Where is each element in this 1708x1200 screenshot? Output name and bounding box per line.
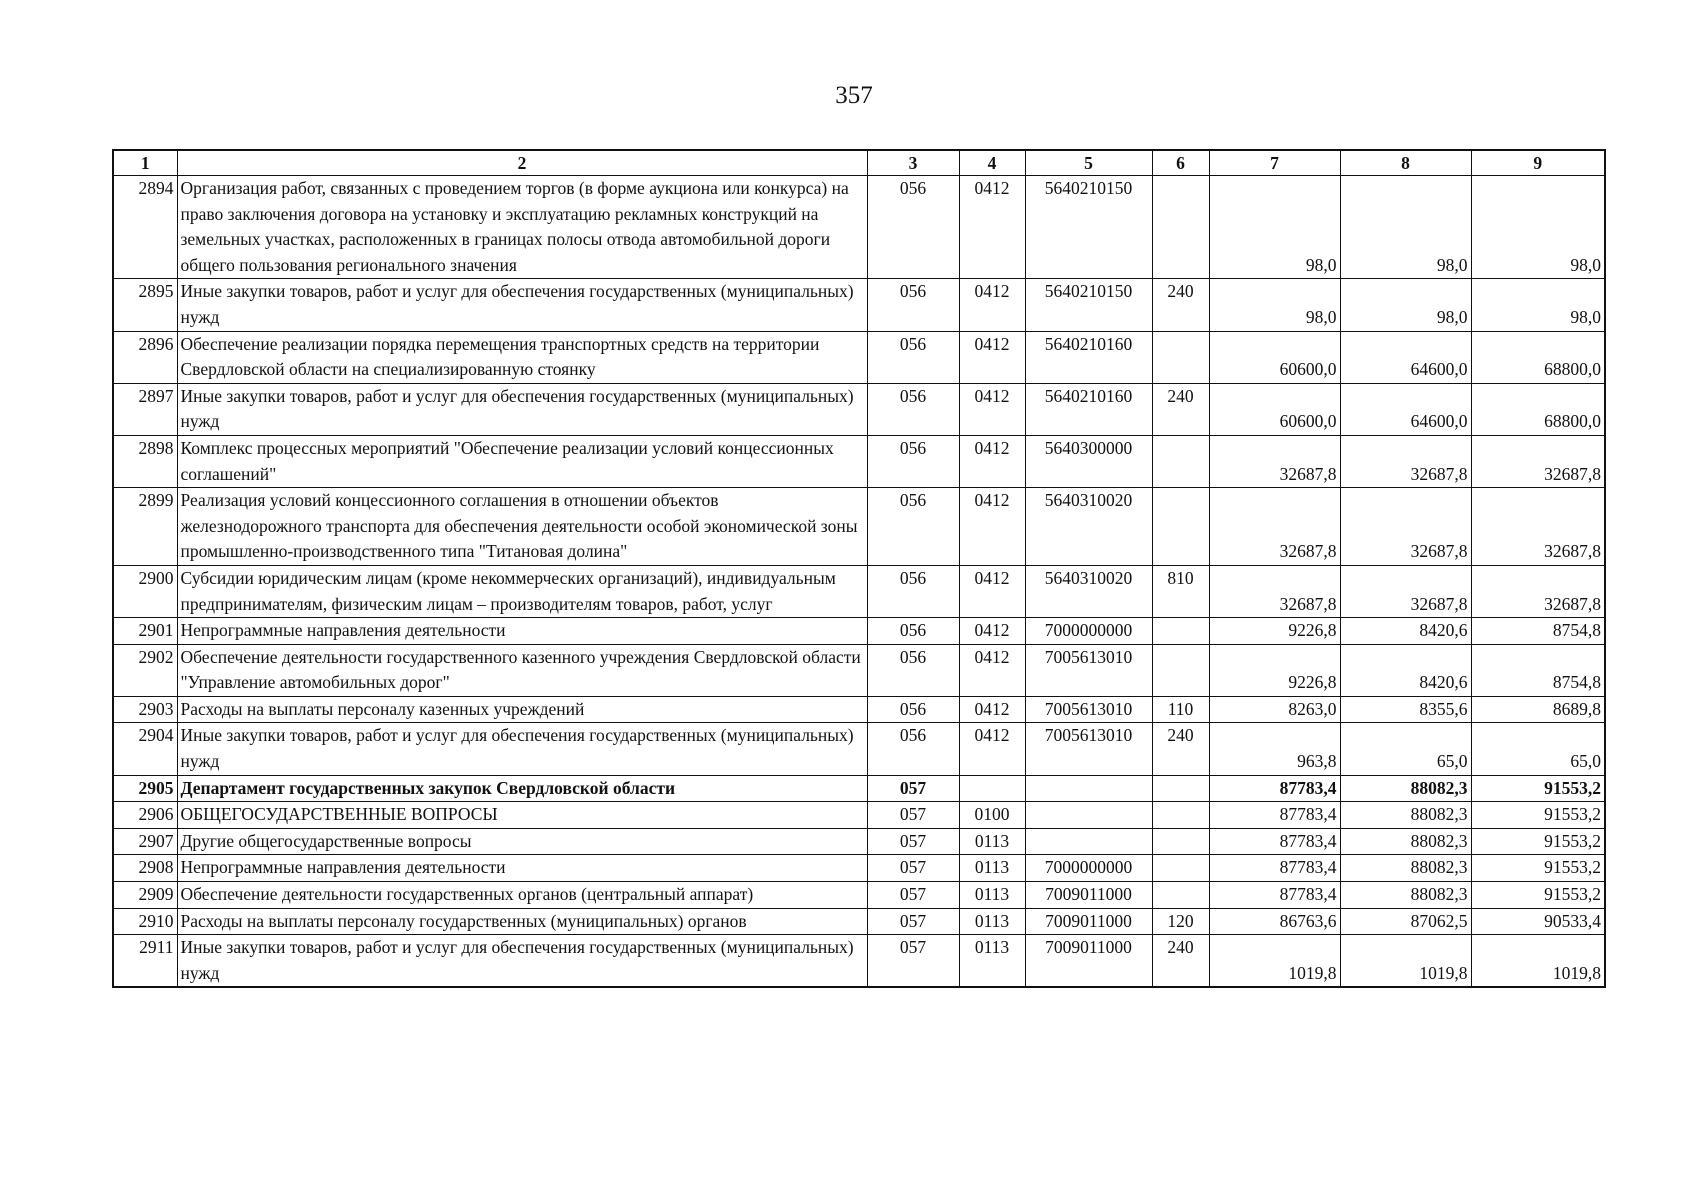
table-row <box>113 696 1605 723</box>
amount-col7-cell: 87783,4 <box>1209 828 1340 855</box>
section-code-cell <box>959 775 1025 802</box>
amount-col7-cell: 9226,8 <box>1209 644 1340 696</box>
target-article-cell: 5640310020 <box>1025 565 1152 617</box>
table-row <box>113 279 1605 331</box>
ministry-code-cell: 057 <box>867 828 959 855</box>
section-code-cell: 0412 <box>959 644 1025 696</box>
amount-col7-cell: 1019,8 <box>1209 935 1340 988</box>
table-row <box>113 435 1605 487</box>
amount-col9-cell: 32687,8 <box>1471 488 1605 566</box>
amount-col9-cell: 91553,2 <box>1471 775 1605 802</box>
expense-type-cell: 240 <box>1152 723 1209 775</box>
amount-col9-cell: 8754,8 <box>1471 644 1605 696</box>
table-row <box>113 828 1605 855</box>
section-code-cell: 0412 <box>959 435 1025 487</box>
row-name-cell: Департамент государственных закупок Свердловской области <box>177 775 867 802</box>
expense-type-cell <box>1152 828 1209 855</box>
row-name-cell: Непрограммные направления деятельности <box>177 618 867 645</box>
expense-type-cell: 110 <box>1152 696 1209 723</box>
row-number-cell: 2898 <box>113 435 177 487</box>
target-article-cell: 5640210160 <box>1025 383 1152 435</box>
ministry-code-cell: 056 <box>867 723 959 775</box>
row-number-cell: 2908 <box>113 855 177 882</box>
section-code-cell: 0100 <box>959 802 1025 829</box>
expense-type-cell <box>1152 435 1209 487</box>
amount-col8-cell: 64600,0 <box>1340 331 1471 383</box>
amount-col9-cell: 91553,2 <box>1471 855 1605 882</box>
row-number-cell: 2903 <box>113 696 177 723</box>
row-name-cell: Обеспечение деятельности государственного казенного учреждения Свердловской области "Управление автомобильных дорог" <box>177 644 867 696</box>
ministry-code-cell: 057 <box>867 908 959 935</box>
target-article-cell: 7000000000 <box>1025 618 1152 645</box>
amount-col8-cell: 32687,8 <box>1340 435 1471 487</box>
amount-col8-cell: 1019,8 <box>1340 935 1471 988</box>
amount-col8-cell: 88082,3 <box>1340 775 1471 802</box>
ministry-code-cell: 056 <box>867 331 959 383</box>
amount-col7-cell: 87783,4 <box>1209 775 1340 802</box>
section-code-cell: 0113 <box>959 855 1025 882</box>
table-row <box>113 935 1605 988</box>
row-number-cell: 2910 <box>113 908 177 935</box>
target-article-cell <box>1025 828 1152 855</box>
target-article-cell: 7005613010 <box>1025 696 1152 723</box>
row-name-cell: Субсидии юридическим лицам (кроме некоммерческих организаций), индивидуальным предпринимателям, физическим лицам – производителям товаров, работ, услуг <box>177 565 867 617</box>
table-row <box>113 802 1605 829</box>
row-name-cell: ОБЩЕГОСУДАРСТВЕННЫЕ ВОПРОСЫ <box>177 802 867 829</box>
row-number-cell: 2911 <box>113 935 177 988</box>
row-number-cell: 2907 <box>113 828 177 855</box>
table-row <box>113 882 1605 909</box>
expense-type-cell: 240 <box>1152 279 1209 331</box>
amount-col8-cell: 8355,6 <box>1340 696 1471 723</box>
row-name-cell: Иные закупки товаров, работ и услуг для обеспечения государственных (муниципальных) нужд <box>177 935 867 988</box>
amount-col8-cell: 98,0 <box>1340 176 1471 279</box>
expense-type-cell <box>1152 176 1209 279</box>
row-number-cell: 2905 <box>113 775 177 802</box>
row-name-cell: Другие общегосударственные вопросы <box>177 828 867 855</box>
ministry-code-cell: 057 <box>867 882 959 909</box>
ministry-code-cell: 056 <box>867 488 959 566</box>
row-number-cell: 2896 <box>113 331 177 383</box>
header-row <box>113 150 1605 176</box>
amount-col7-cell: 87783,4 <box>1209 802 1340 829</box>
ministry-code-cell: 057 <box>867 855 959 882</box>
amount-col7-cell: 87783,4 <box>1209 855 1340 882</box>
table-row <box>113 331 1605 383</box>
budget-table <box>112 149 1606 988</box>
ministry-code-cell: 056 <box>867 565 959 617</box>
ministry-code-cell: 056 <box>867 618 959 645</box>
amount-col7-cell: 32687,8 <box>1209 488 1340 566</box>
amount-col9-cell: 91553,2 <box>1471 802 1605 829</box>
row-name-cell: Реализация условий концессионного соглашения в отношении объектов железнодорожного транспорта для обеспечения деятельности особой экономической зоны промышленно-производственного типа "Титановая долина" <box>177 488 867 566</box>
section-code-cell: 0412 <box>959 696 1025 723</box>
expense-type-cell: 810 <box>1152 565 1209 617</box>
target-article-cell: 7000000000 <box>1025 855 1152 882</box>
table-row <box>113 383 1605 435</box>
amount-col7-cell: 87783,4 <box>1209 882 1340 909</box>
table-row <box>113 488 1605 566</box>
amount-col8-cell: 98,0 <box>1340 279 1471 331</box>
amount-col9-cell: 1019,8 <box>1471 935 1605 988</box>
target-article-cell: 7005613010 <box>1025 723 1152 775</box>
ministry-code-cell: 057 <box>867 935 959 988</box>
amount-col7-cell: 8263,0 <box>1209 696 1340 723</box>
amount-col9-cell: 98,0 <box>1471 279 1605 331</box>
row-number-cell: 2901 <box>113 618 177 645</box>
amount-col7-cell: 98,0 <box>1209 176 1340 279</box>
ministry-code-cell: 056 <box>867 435 959 487</box>
target-article-cell: 5640210160 <box>1025 331 1152 383</box>
expense-type-cell <box>1152 802 1209 829</box>
row-name-cell: Организация работ, связанных с проведением торгов (в форме аукциона или конкурса) на право заключения договора на установку и эксплуатацию рекламных конструкций на земельных участках, расположенных в границах полосы отвода автомобильной дороги общего пользования регионального значения <box>177 176 867 279</box>
row-name-cell: Иные закупки товаров, работ и услуг для обеспечения государственных (муниципальных) нужд <box>177 279 867 331</box>
expense-type-cell: 240 <box>1152 383 1209 435</box>
header-cell: 3 <box>867 150 959 176</box>
header-cell: 8 <box>1340 150 1471 176</box>
table-row <box>113 618 1605 645</box>
row-name-cell: Обеспечение деятельности государственных органов (центральный аппарат) <box>177 882 867 909</box>
header-cell: 2 <box>177 150 867 176</box>
amount-col8-cell: 88082,3 <box>1340 855 1471 882</box>
amount-col9-cell: 32687,8 <box>1471 435 1605 487</box>
header-cell: 9 <box>1471 150 1605 176</box>
table-row <box>113 775 1605 802</box>
header-cell: 1 <box>113 150 177 176</box>
ministry-code-cell: 056 <box>867 696 959 723</box>
section-code-cell: 0412 <box>959 723 1025 775</box>
expense-type-cell <box>1152 775 1209 802</box>
amount-col7-cell: 32687,8 <box>1209 565 1340 617</box>
amount-col7-cell: 60600,0 <box>1209 331 1340 383</box>
amount-col8-cell: 88082,3 <box>1340 802 1471 829</box>
section-code-cell: 0412 <box>959 176 1025 279</box>
row-name-cell: Расходы на выплаты персоналу казенных учреждений <box>177 696 867 723</box>
target-article-cell: 7009011000 <box>1025 908 1152 935</box>
section-code-cell: 0412 <box>959 331 1025 383</box>
row-number-cell: 2899 <box>113 488 177 566</box>
expense-type-cell <box>1152 488 1209 566</box>
table-row <box>113 176 1605 279</box>
amount-col8-cell: 32687,8 <box>1340 565 1471 617</box>
target-article-cell <box>1025 802 1152 829</box>
table-body <box>113 176 1605 988</box>
amount-col9-cell: 90533,4 <box>1471 908 1605 935</box>
header-cell: 4 <box>959 150 1025 176</box>
row-name-cell: Иные закупки товаров, работ и услуг для обеспечения государственных (муниципальных) нужд <box>177 723 867 775</box>
header-cell: 7 <box>1209 150 1340 176</box>
section-code-cell: 0113 <box>959 828 1025 855</box>
amount-col8-cell: 8420,6 <box>1340 618 1471 645</box>
row-number-cell: 2902 <box>113 644 177 696</box>
target-article-cell: 7005613010 <box>1025 644 1152 696</box>
ministry-code-cell: 057 <box>867 775 959 802</box>
target-article-cell: 5640210150 <box>1025 176 1152 279</box>
ministry-code-cell: 056 <box>867 383 959 435</box>
ministry-code-cell: 056 <box>867 279 959 331</box>
expense-type-cell <box>1152 331 1209 383</box>
amount-col8-cell: 65,0 <box>1340 723 1471 775</box>
amount-col9-cell: 68800,0 <box>1471 331 1605 383</box>
ministry-code-cell: 056 <box>867 176 959 279</box>
amount-col9-cell: 98,0 <box>1471 176 1605 279</box>
amount-col8-cell: 8420,6 <box>1340 644 1471 696</box>
row-number-cell: 2909 <box>113 882 177 909</box>
table-row <box>113 855 1605 882</box>
amount-col7-cell: 963,8 <box>1209 723 1340 775</box>
amount-col8-cell: 32687,8 <box>1340 488 1471 566</box>
row-name-cell: Расходы на выплаты персоналу государственных (муниципальных) органов <box>177 908 867 935</box>
section-code-cell: 0113 <box>959 908 1025 935</box>
row-number-cell: 2906 <box>113 802 177 829</box>
target-article-cell: 5640310020 <box>1025 488 1152 566</box>
target-article-cell: 7009011000 <box>1025 882 1152 909</box>
row-number-cell: 2894 <box>113 176 177 279</box>
row-number-cell: 2900 <box>113 565 177 617</box>
target-article-cell <box>1025 775 1152 802</box>
row-name-cell: Комплекс процессных мероприятий "Обеспечение реализации условий концессионных соглашений" <box>177 435 867 487</box>
target-article-cell: 5640300000 <box>1025 435 1152 487</box>
expense-type-cell: 240 <box>1152 935 1209 988</box>
amount-col9-cell: 91553,2 <box>1471 882 1605 909</box>
section-code-cell: 0113 <box>959 882 1025 909</box>
expense-type-cell: 120 <box>1152 908 1209 935</box>
section-code-cell: 0412 <box>959 279 1025 331</box>
page-number: 357 <box>835 82 873 109</box>
table-row <box>113 723 1605 775</box>
amount-col7-cell: 98,0 <box>1209 279 1340 331</box>
amount-col7-cell: 32687,8 <box>1209 435 1340 487</box>
row-name-cell: Непрограммные направления деятельности <box>177 855 867 882</box>
amount-col9-cell: 65,0 <box>1471 723 1605 775</box>
table-row <box>113 908 1605 935</box>
ministry-code-cell: 057 <box>867 802 959 829</box>
row-number-cell: 2895 <box>113 279 177 331</box>
table-row <box>113 565 1605 617</box>
amount-col8-cell: 87062,5 <box>1340 908 1471 935</box>
header-cell: 5 <box>1025 150 1152 176</box>
amount-col8-cell: 88082,3 <box>1340 882 1471 909</box>
amount-col9-cell: 68800,0 <box>1471 383 1605 435</box>
header-cell: 6 <box>1152 150 1209 176</box>
ministry-code-cell: 056 <box>867 644 959 696</box>
amount-col8-cell: 64600,0 <box>1340 383 1471 435</box>
target-article-cell: 5640210150 <box>1025 279 1152 331</box>
section-code-cell: 0412 <box>959 618 1025 645</box>
amount-col7-cell: 60600,0 <box>1209 383 1340 435</box>
amount-col7-cell: 86763,6 <box>1209 908 1340 935</box>
expense-type-cell <box>1152 882 1209 909</box>
section-code-cell: 0412 <box>959 488 1025 566</box>
row-number-cell: 2897 <box>113 383 177 435</box>
table-row <box>113 644 1605 696</box>
amount-col9-cell: 91553,2 <box>1471 828 1605 855</box>
expense-type-cell <box>1152 618 1209 645</box>
section-code-cell: 0412 <box>959 565 1025 617</box>
amount-col9-cell: 8689,8 <box>1471 696 1605 723</box>
section-code-cell: 0412 <box>959 383 1025 435</box>
amount-col9-cell: 32687,8 <box>1471 565 1605 617</box>
expense-type-cell <box>1152 855 1209 882</box>
row-name-cell: Иные закупки товаров, работ и услуг для обеспечения государственных (муниципальных) нужд <box>177 383 867 435</box>
row-number-cell: 2904 <box>113 723 177 775</box>
amount-col7-cell: 9226,8 <box>1209 618 1340 645</box>
expense-type-cell <box>1152 644 1209 696</box>
amount-col8-cell: 88082,3 <box>1340 828 1471 855</box>
target-article-cell: 7009011000 <box>1025 935 1152 988</box>
amount-col9-cell: 8754,8 <box>1471 618 1605 645</box>
row-name-cell: Обеспечение реализации порядка перемещения транспортных средств на территории Свердловской области на специализированную стоянку <box>177 331 867 383</box>
section-code-cell: 0113 <box>959 935 1025 988</box>
